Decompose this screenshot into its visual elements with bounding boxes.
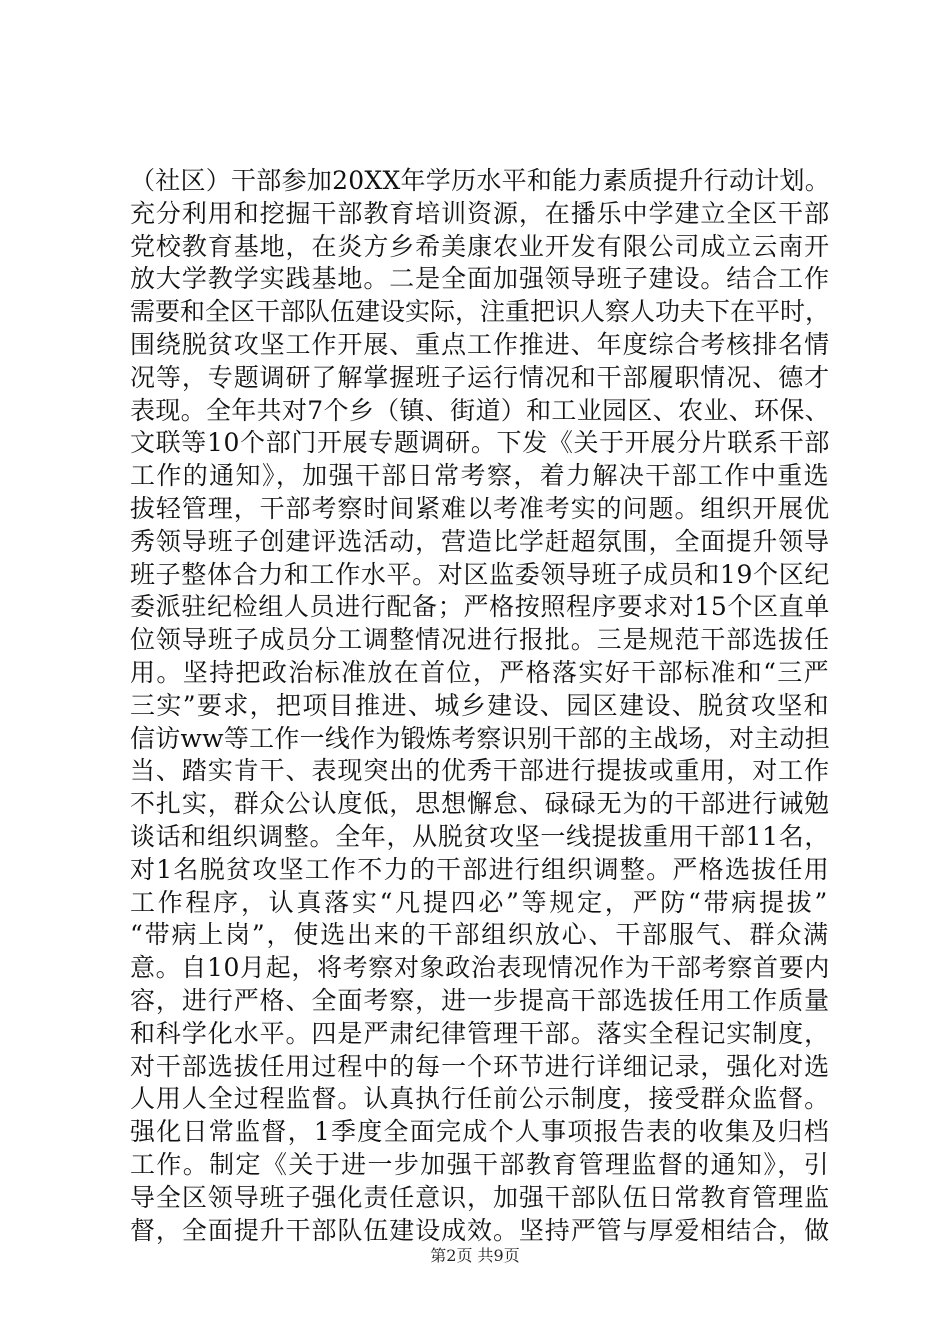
text-line: 秀领导班子创建评选活动，营造比学赶超氛围，全面提升领导 — [130, 526, 830, 556]
text-line: 工作程序，认真落实“凡提四必”等规定，严防“带病提拔” — [130, 887, 830, 917]
text-line: “带病上岗”，使选出来的干部组织放心、干部服气、群众满 — [130, 920, 830, 950]
text-line: 围绕脱贫攻坚工作开展、重点工作推进、年度综合考核排名情 — [130, 329, 830, 359]
page-footer: 第2页 共9页 — [430, 1246, 520, 1265]
text-line: 信访ww等工作一线作为锻炼考察识别干部的主战场，对主动担 — [130, 723, 830, 753]
text-line: 容，进行严格、全面考察，进一步提高干部选拔任用工作质量 — [130, 985, 830, 1015]
text-line: 督，全面提升干部队伍建设成效。坚持严管与厚爱相结合，做 — [130, 1215, 830, 1245]
text-line: 谈话和组织调整。全年，从脱贫攻坚一线提拔重用干部11名， — [130, 821, 830, 851]
text-line: 表现。全年共对7个乡（镇、街道）和工业园区、农业、环保、 — [130, 395, 830, 425]
text-line: 充分利用和挖掘干部教育培训资源，在播乐中学建立全区干部 — [130, 198, 830, 228]
text-line: 意。自10月起，将考察对象政治表现情况作为干部考察首要内 — [130, 953, 830, 983]
text-line: 强化日常监督，1季度全面完成个人事项报告表的收集及归档 — [130, 1117, 830, 1147]
text-line: 用。坚持把政治标准放在首位，严格落实好干部标准和“三严 — [130, 657, 830, 687]
text-line: 不扎实，群众公认度低，思想懈怠、碌碌无为的干部进行诫勉 — [130, 789, 830, 819]
text-line: 党校教育基地，在炎方乡希美康农业开发有限公司成立云南开 — [130, 231, 830, 261]
text-line: 导全区领导班子强化责任意识，加强干部队伍日常教育管理监 — [130, 1182, 830, 1212]
text-line: 工作的通知》，加强干部日常考察，着力解决干部工作中重选 — [130, 461, 830, 491]
text-line: 对1名脱贫攻坚工作不力的干部进行组织调整。严格选拔任用 — [130, 854, 830, 884]
text-line: 当、踏实肯干、表现突出的优秀干部进行提拔或重用，对工作 — [130, 756, 830, 786]
text-line: 文联等10个部门开展专题调研。下发《关于开展分片联系干部 — [130, 428, 830, 458]
text-line: （社区）干部参加20XX年学历水平和能力素质提升行动计划。 — [130, 166, 830, 195]
text-line: 放大学教学实践基地。二是全面加强领导班子建设。结合工作 — [130, 264, 830, 294]
text-line: 三实”要求，把项目推进、城乡建设、园区建设、脱贫攻坚和 — [130, 690, 830, 720]
text-line: 况等，专题调研了解掌握班子运行情况和干部履职情况、德才 — [130, 362, 830, 392]
text-line: 需要和全区干部队伍建设实际，注重把识人察人功夫下在平时， — [130, 297, 830, 327]
text-line: 对干部选拔任用过程中的每一个环节进行详细记录，强化对选 — [130, 1051, 830, 1081]
text-line: 和科学化水平。四是严肃纪律管理干部。落实全程记实制度， — [130, 1018, 830, 1048]
text-line: 班子整体合力和工作水平。对区监委领导班子成员和19个区纪 — [130, 559, 830, 589]
text-line: 位领导班子成员分工调整情况进行报批。三是规范干部选拔任 — [130, 625, 830, 655]
text-line: 委派驻纪检组人员进行配备；严格按照程序要求对15个区直单 — [130, 592, 830, 622]
text-line: 工作。制定《关于进一步加强干部教育管理监督的通知》，引 — [130, 1149, 830, 1179]
body-text — [130, 165, 830, 1247]
text-line: 人用人全过程监督。认真执行任前公示制度，接受群众监督。 — [130, 1084, 830, 1114]
text-line: 拔轻管理，干部考察时间紧难以考准考实的问题。组织开展优 — [130, 493, 830, 523]
